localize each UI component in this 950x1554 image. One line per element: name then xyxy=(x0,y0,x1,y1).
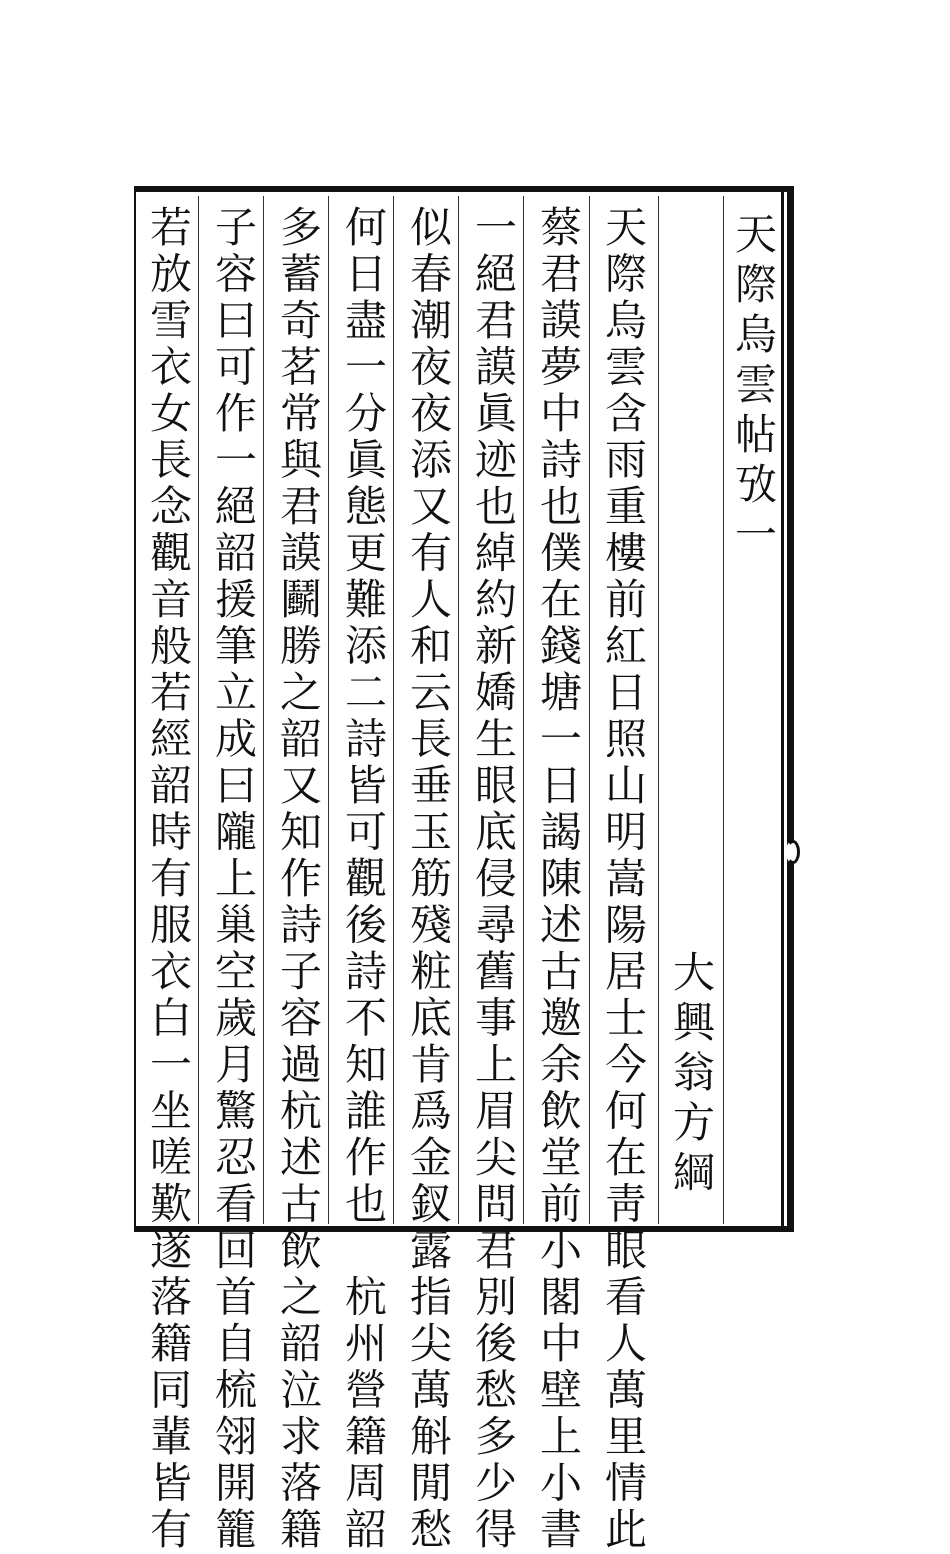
column-rule xyxy=(458,196,459,1224)
text-column: 子容曰可作一絕韶援筆立成曰隴上巢空歲月驚忍看回首自梳翎開籠 xyxy=(209,205,258,1554)
text-column: 一絕君謨眞迹也綽約新嬌生眼底侵尋舊事上眉尖問君別後愁多少得 xyxy=(469,205,518,1554)
binding-notch xyxy=(786,840,800,864)
column-rule xyxy=(328,196,329,1224)
column-rule xyxy=(589,196,590,1224)
text-column: 天際烏雲含雨重樓前紅日照山明嵩陽居士今何在靑眼看人萬里情此 xyxy=(599,205,648,1554)
page-title: 天際烏雲帖攷一 xyxy=(729,212,778,562)
text-column: 若放雪衣女長念觀音般若經韶時有服衣白一坐嗟歎遂落籍同輩皆有 xyxy=(144,205,193,1554)
column-rule xyxy=(198,196,199,1224)
text-column: 似春潮夜夜添又有人和云長垂玉筋殘粧底肯爲金釵露指尖萬斛閒愁 xyxy=(404,205,453,1554)
text-column: 蔡君謨夢中詩也僕在錢塘一日謁陳述古邀余飲堂前小閣中壁上小書 xyxy=(534,205,583,1554)
column-rule xyxy=(723,196,724,1224)
column-rule xyxy=(523,196,524,1224)
column-rule xyxy=(263,196,264,1224)
text-column: 多蓄奇茗常與君謨鬬勝之韶又知作詩子容過杭述古飲之韶泣求落籍 xyxy=(274,205,323,1554)
column-rule xyxy=(393,196,394,1224)
text-column: 何日盡一分眞態更難添二詩皆可觀後詩不知誰作也 杭州營籍周韶 xyxy=(339,205,388,1554)
column-rule xyxy=(658,196,659,1224)
page-border-inner-line xyxy=(781,192,784,1226)
author-name: 大興翁方綱 xyxy=(667,950,716,1200)
